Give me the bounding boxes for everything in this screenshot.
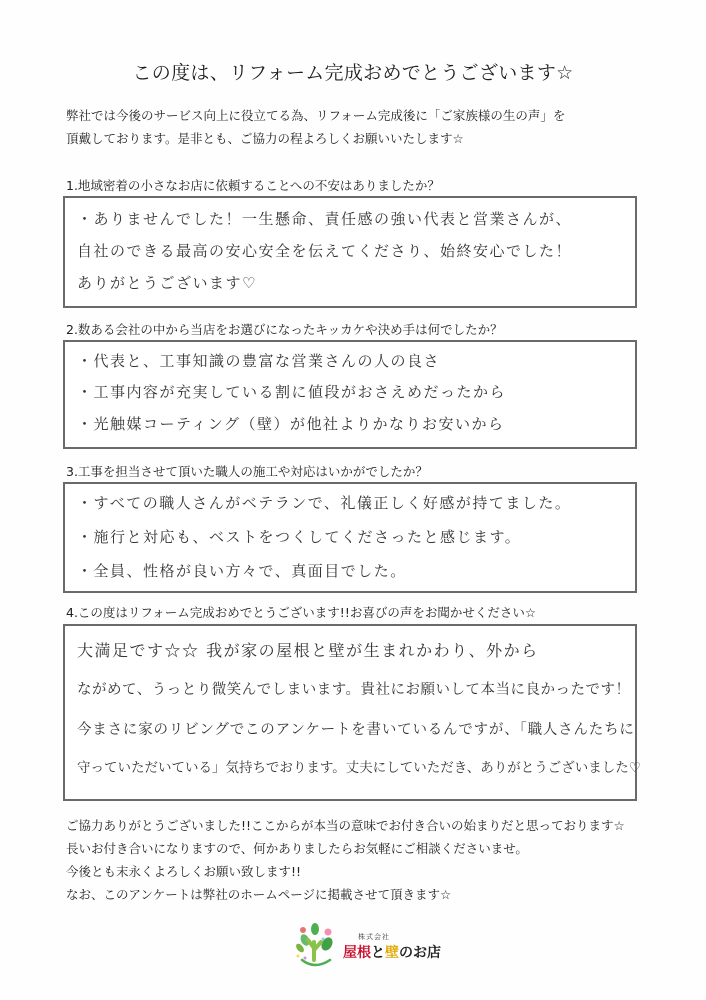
- closing-line: なお、このアンケートは弊社のホームページに掲載させて頂きます☆: [66, 887, 452, 902]
- answer-box-2: [63, 340, 637, 449]
- question-4-label: 4.この度はリフォーム完成おめでとうございます!!お喜びの声をお聞かせください☆: [66, 605, 537, 620]
- page-title: この度は、リフォーム完成おめでとうございます☆: [132, 62, 574, 84]
- closing-text: [66, 814, 625, 906]
- answer-line: ・光触媒コーティング（壁）が他社よりかなりお安いから: [77, 415, 505, 433]
- logo-name-roof: 屋根: [343, 945, 371, 961]
- answer-line: ・全員、性格が良い方々で、真面目でした。: [77, 562, 407, 580]
- answer-box-1: [63, 196, 637, 308]
- answer-box-3: [63, 482, 637, 593]
- answer-line: 今まさに家のリビングでこのアンケートを書いているんですが、「職人さんたちに: [77, 722, 635, 738]
- answer-line: ながめて、うっとり微笑んでしまいます。貴社にお願いして本当に良かったです！: [77, 682, 631, 698]
- closing-line: 長いお付き合いになりますので、何かありましたらお気軽にご相談くださいませ。: [66, 841, 528, 856]
- tree-smile-icon: [290, 920, 340, 970]
- company-logo: [290, 920, 440, 970]
- answer-line: 守っていただいている」気持ちでおります。丈夫にしていただき、ありがとうございました♡: [77, 760, 641, 776]
- answer-line: 大満足です☆☆ 我が家の屋根と壁が生まれかわり、外から: [77, 641, 539, 660]
- closing-line: 今後とも末永くよろしくお願い致します!!: [66, 864, 302, 879]
- closing-line: ご協力ありがとうございました!!ここからが本当の意味でお付き合いの始まりだと思っております☆: [66, 818, 625, 833]
- question-2-label: 2.数ある会社の中から当店をお選びになったキッカケや決め手は何でしたか？: [66, 322, 503, 337]
- intro-text: [66, 104, 646, 150]
- logo-company-name: [343, 942, 441, 962]
- logo-name-wall: 壁: [385, 945, 399, 961]
- question-3-label: 3.工事を担当させて頂いた職人の施工や対応はいかがでしたか？: [66, 464, 428, 479]
- answer-line: ・工事内容が充実している割に値段がおさえめだったから: [77, 383, 507, 401]
- logo-name-and: と: [371, 945, 385, 961]
- answer-line: ・ありませんでした！一生懸命、責任感の強い代表と営業さんが、: [77, 210, 573, 228]
- intro-line: 頂戴しております。是非とも、ご協力の程よろしくお願いいたします☆: [66, 131, 464, 146]
- answer-line: ありがとうございます♡: [77, 274, 257, 292]
- logo-name-shop: のお店: [399, 945, 441, 961]
- answer-box-4: [63, 624, 641, 801]
- question-1-label: 1.地域密着の小さなお店に依頼することへの不安はありましたか？: [66, 178, 440, 193]
- intro-line: 弊社では今後のサービス向上に役立てる為、リフォーム完成後に「ご家族様の生の声」を: [66, 108, 566, 123]
- answer-line: ・代表と、工事知識の豊富な営業さんの人の良さ: [77, 352, 441, 370]
- answer-line: ・施行と対応も、ベストをつくしてくださったと感じます。: [77, 528, 522, 546]
- logo-subtitle: 株式会社: [358, 933, 390, 941]
- answer-line: 自社のできる最高の安心安全を伝えてくださり、始終安心でした！: [77, 242, 573, 260]
- answer-line: ・すべての職人さんがベテランで、礼儀正しく好感が持てました。: [77, 494, 572, 512]
